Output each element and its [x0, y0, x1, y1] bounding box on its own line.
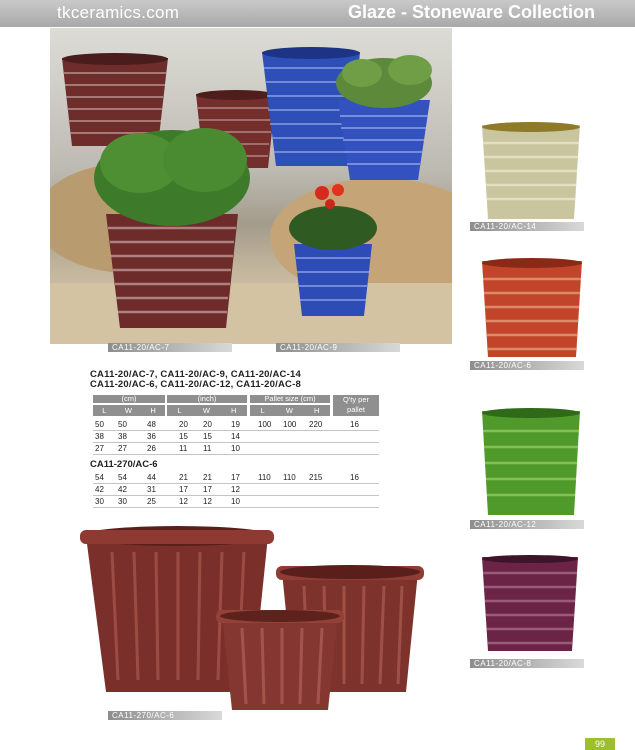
caption-ac12: CA11-20/AC-12: [470, 520, 584, 529]
site-name: tkceramics.com: [57, 3, 180, 22]
codes-line-2: CA11-20/AC-6, CA11-20/AC-12, CA11-20/AC-8: [90, 379, 301, 390]
header-inch: (inch): [167, 395, 247, 403]
table-row: 38 38 36 15 15 14: [95, 432, 240, 441]
col-w: W: [124, 406, 132, 415]
spec-table-2: [93, 472, 383, 508]
header-cm-lwh: [93, 405, 165, 416]
spec-codes: [90, 370, 301, 390]
header-pallet: Pallet size (cm): [250, 395, 330, 403]
col-l: L: [102, 406, 107, 415]
col-l: L: [177, 406, 182, 415]
header-pallet-lwh: [250, 405, 330, 416]
photo-ac12: [478, 405, 588, 517]
photo-ac14: [478, 119, 588, 222]
caption-ac8: CA11-20/AC-8: [470, 659, 584, 668]
caption-ca270: CA11-270/AC-6: [108, 711, 222, 720]
caption-ac6: CA11-20/AC-6: [470, 361, 584, 370]
col-w: W: [202, 406, 210, 415]
photo-ca11-270: [72, 520, 432, 715]
table-row: 27 27 26 11 11 10: [95, 444, 240, 453]
caption-ac9: CA11-20/AC-9: [276, 343, 400, 352]
red-ribbed-pot-with-plant: [94, 128, 250, 328]
subcode-ca11-270: CA11-270/AC-6: [90, 459, 158, 470]
header-qty: Q'ty per pallet: [333, 395, 379, 416]
table-row: 30 30 25 12 12 10: [95, 497, 240, 506]
photo-ac8: [478, 553, 584, 653]
small-fluted-pot: [216, 610, 344, 710]
caption-ac7: CA11-20/AC-7: [108, 343, 232, 352]
header-cm: (cm): [93, 395, 165, 403]
col-l: L: [260, 406, 265, 415]
codes-line-1: CA11-20/AC-7, CA11-20/AC-9, CA11-20/AC-14: [90, 369, 301, 380]
col-h: H: [314, 406, 320, 415]
pots-scene-illustration: [50, 28, 452, 344]
page-title: Glaze - Stoneware Collection: [347, 2, 595, 22]
col-w: W: [285, 406, 293, 415]
caption-ac14: CA11-20/AC-14: [470, 222, 584, 231]
col-h: H: [150, 406, 156, 415]
main-product-photo: [50, 28, 452, 344]
spec-table-1: [93, 419, 383, 455]
table-row: 42 42 31 17 17 12: [95, 485, 240, 494]
table-row: 50 50 48 20 20 19 100 100 220 16: [95, 420, 359, 429]
page-number: 99: [585, 738, 615, 750]
header-inch-lwh: [167, 405, 247, 416]
col-h: H: [231, 406, 237, 415]
table-row: 54 54 44 21 21 17 110 110 215 16: [95, 473, 359, 482]
blue-ribbed-pot-medium: [336, 55, 432, 180]
photo-ac6: [478, 255, 588, 360]
